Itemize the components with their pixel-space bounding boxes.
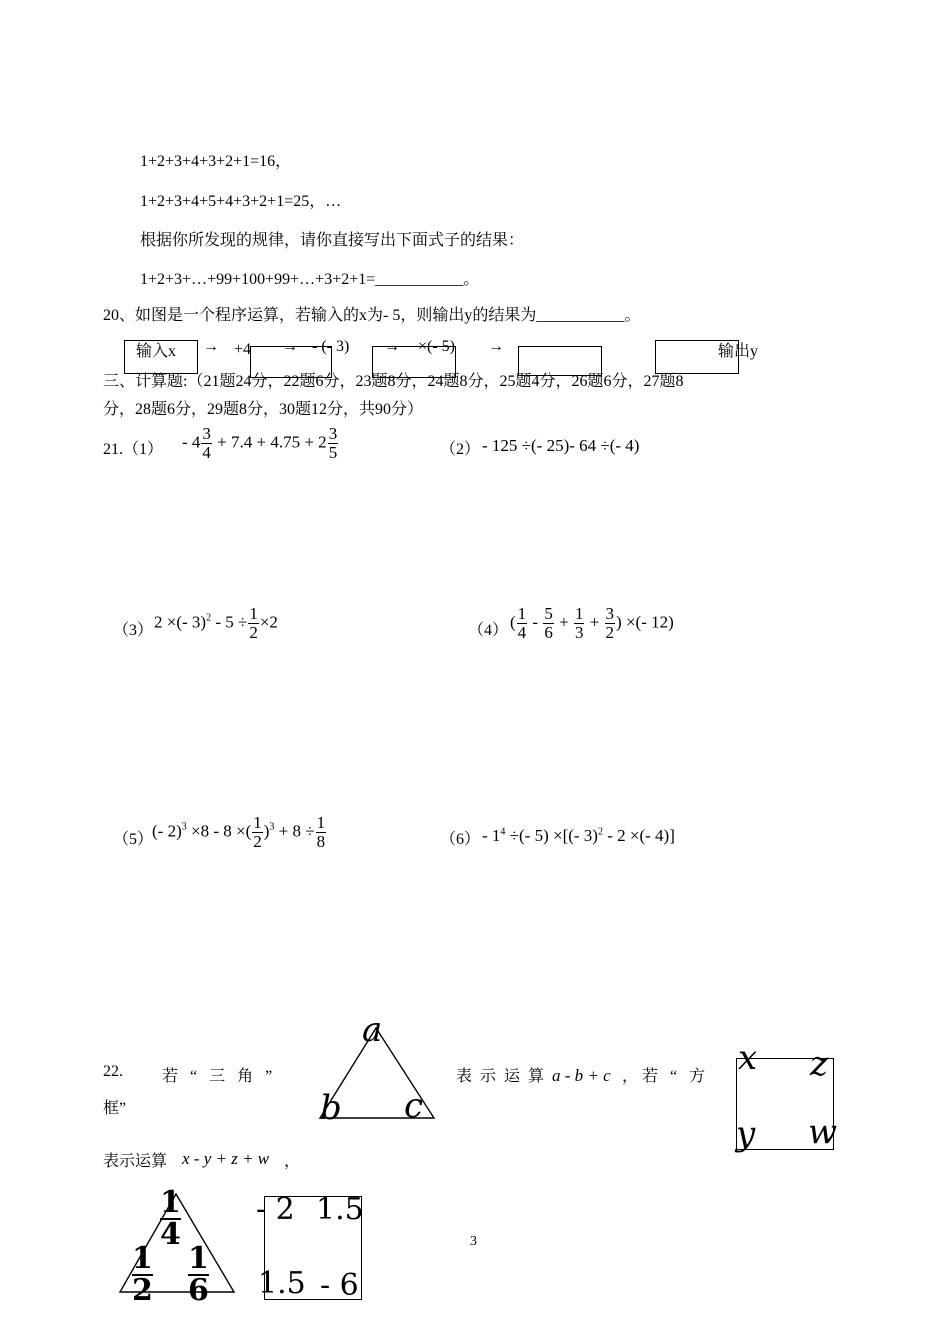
- frac-den: 6: [544, 622, 553, 642]
- exponent: 3: [181, 821, 187, 833]
- frac-den: 3: [574, 622, 584, 642]
- exponent: 2: [206, 612, 212, 624]
- sequence-instruction: 根据你所发现的规律，请你直接写出下面式子的结果：: [140, 232, 525, 249]
- triangle-label-b: b: [320, 1088, 342, 1128]
- square-label-y: y: [736, 1114, 756, 1154]
- expr-part: (: [510, 612, 516, 632]
- example-square-bl: 1.5: [258, 1266, 306, 1301]
- frac-num: 3: [202, 424, 211, 443]
- exponent: 2: [597, 826, 603, 838]
- question-22-text-4: 表示运算: [103, 1153, 168, 1170]
- exponent: 3: [269, 821, 275, 833]
- frac-den: 2: [132, 1273, 153, 1308]
- sequence-question: 1+2+3+…+99+100+99+…+3+2+1=___________。: [140, 271, 480, 288]
- frac-den: 8: [316, 831, 326, 851]
- problem-21-4-label: （4）: [468, 622, 509, 639]
- frac-num: 1: [316, 813, 326, 832]
- arrow-icon: →: [282, 338, 298, 355]
- expr-part: ×8 - 8 ×(: [190, 821, 252, 841]
- problem-21-6-label: （6）: [440, 831, 481, 848]
- question-20: 20、如图是一个程序运算，若输入的x为- 5，则输出y的结果为___________。: [103, 307, 641, 324]
- frac-num: 1: [160, 1185, 181, 1220]
- expr-part: 2 ×(- 3): [154, 612, 207, 632]
- expr-part: ) ×(- 12): [616, 612, 674, 632]
- question-22-text-4b: ，: [284, 1153, 301, 1170]
- square-label-z: z: [810, 1044, 828, 1084]
- problem-21-5: [152, 814, 327, 851]
- sequence-line-1: 1+2+3+4+3+2+1=16，: [140, 153, 292, 170]
- example-square-tl: - 2: [256, 1192, 295, 1227]
- sequence-line-2: 1+2+3+4+5+4+3+2+1=25，…: [140, 193, 342, 210]
- triangle-label-c: c: [404, 1086, 424, 1126]
- frac-num: 3: [328, 424, 338, 443]
- question-22-text-2: 表 示 运 算: [456, 1068, 547, 1085]
- frac-num: 1: [188, 1241, 209, 1276]
- frac-num: 5: [544, 604, 553, 623]
- arrow-icon: →: [384, 338, 400, 355]
- square-label-x: x: [738, 1038, 758, 1078]
- example-square-br: - 6: [320, 1268, 359, 1303]
- problem-21-6: [482, 826, 675, 846]
- section-3-header-cont: 分，28题6分，29题8分，30题12分，共90分）: [103, 401, 424, 418]
- frac-num: 1: [517, 604, 527, 623]
- frac-num: 1: [132, 1241, 153, 1276]
- flow-op-subtract: - (- 3): [312, 338, 350, 355]
- expr-part: +: [559, 612, 569, 632]
- frac-den: 4: [517, 622, 527, 642]
- arrow-icon: →: [488, 338, 504, 355]
- problem-21-2-label: （2）: [440, 441, 481, 458]
- problem-21-3-label: （3）: [113, 622, 154, 639]
- flow-op-multiply: ×(- 5): [418, 338, 456, 355]
- example-triangle-left: [132, 1241, 153, 1308]
- problem-21-1: [182, 425, 339, 462]
- problem-21-4: [510, 605, 674, 642]
- expr-part: - 4: [182, 432, 201, 452]
- problem-21-2: - 125 ÷(- 25)- 64 ÷(- 4): [482, 436, 640, 455]
- expr-part: ÷(- 5) ×[(- 3): [509, 826, 598, 845]
- expr-part: - 1: [482, 826, 501, 845]
- frac-den: 2: [605, 622, 615, 642]
- flow-op-add: +4: [234, 341, 252, 358]
- frac-den: 2: [249, 622, 258, 642]
- example-triangle-right: [188, 1241, 209, 1308]
- problem-21-3: [154, 605, 278, 642]
- frac-den: 4: [202, 442, 211, 462]
- page-number: 3: [470, 1234, 477, 1249]
- expr-part: - 5 ÷: [215, 612, 248, 632]
- frac-num: 1: [253, 813, 262, 832]
- question-22-text-3: ，若 “ 方: [622, 1068, 710, 1085]
- square-label-w: w: [808, 1112, 838, 1152]
- exponent: 4: [500, 826, 506, 838]
- expr-part: - 2 ×(- 4)]: [607, 826, 675, 845]
- arrow-icon: →: [203, 338, 219, 355]
- question-21-label: 21.（1）: [103, 441, 164, 458]
- expr-part: + 7.4 + 4.75 + 2: [217, 432, 327, 452]
- question-22-text-cont: 框”: [103, 1100, 127, 1117]
- frac-num: 3: [605, 604, 615, 623]
- question-22-text: 若 “ 三 角 ”: [162, 1068, 277, 1085]
- expr-part: ): [263, 821, 270, 841]
- frac-den: 5: [328, 442, 338, 462]
- triangle-label-a: a: [362, 1010, 383, 1050]
- flow-input-label: 输入x: [136, 343, 177, 360]
- expr-part: + 8 ÷: [278, 821, 315, 841]
- square-operation: x - y + z + w: [182, 1149, 270, 1168]
- problem-21-5-label: （5）: [113, 831, 154, 848]
- frac-den: 2: [253, 831, 262, 851]
- section-3-header: 三、计算题:（21题24分，22题6分，23题8分，24题8分，25题4分，26题6分，27题8: [103, 373, 684, 390]
- frac-den: 6: [188, 1273, 209, 1308]
- frac-num: 1: [249, 604, 258, 623]
- flow-output-label: 输出y: [718, 343, 759, 360]
- example-square-tr: 1.5: [316, 1192, 364, 1227]
- expr-part: (- 2): [152, 821, 182, 841]
- frac-den: 4: [160, 1217, 181, 1252]
- example-triangle-top: [160, 1185, 181, 1252]
- frac-num: 1: [574, 604, 584, 623]
- expr-part: +: [589, 612, 600, 632]
- triangle-operation: a - b + c: [552, 1066, 611, 1085]
- expr-part: -: [532, 612, 539, 632]
- expr-part: ×2: [259, 612, 278, 632]
- question-22-label: 22.: [103, 1063, 123, 1080]
